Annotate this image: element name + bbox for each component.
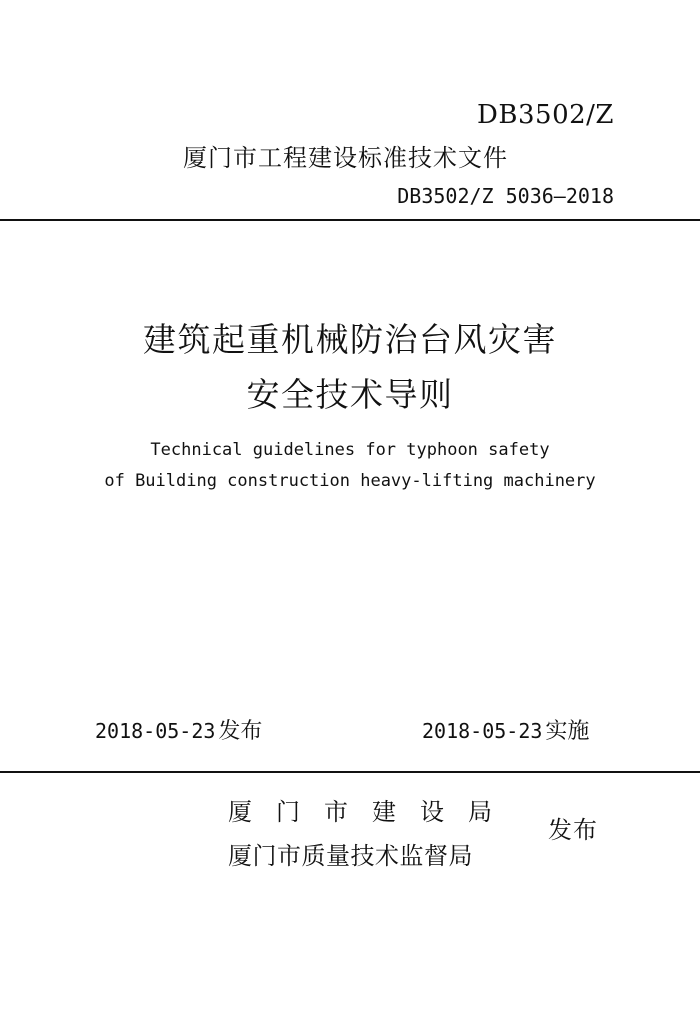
title-english-line-2: of Building construction heavy-lifting machinery <box>104 471 596 491</box>
standard-series-code: DB3502/Z <box>477 100 614 130</box>
implement-date-group <box>422 714 589 745</box>
implement-date: 2018-05-23 <box>422 719 543 743</box>
issue-date-group <box>95 714 262 745</box>
title-english-line-1: Technical guidelines for typhoon safety <box>150 440 550 460</box>
publisher-quality-bureau: 厦门市质量技术监督局 <box>228 842 473 870</box>
publish-label: 发布 <box>548 816 598 844</box>
publisher-1-char: 局 <box>468 798 492 826</box>
title-chinese-line-2: 安全技术导则 <box>246 375 454 414</box>
issue-label: 发布 <box>218 719 263 744</box>
implement-label: 实施 <box>545 719 590 744</box>
publisher-construction-bureau <box>228 792 492 827</box>
standard-number: DB3502/Z 5036—2018 <box>397 184 614 208</box>
title-chinese-line-1: 建筑起重机械防治台风灾害 <box>143 320 557 359</box>
publisher-1-char: 建 <box>372 798 396 826</box>
publisher-1-char: 市 <box>324 798 348 826</box>
publisher-1-char: 设 <box>420 798 444 826</box>
publisher-1-char: 厦 <box>228 798 252 826</box>
top-divider <box>0 219 700 221</box>
document-category: 厦门市工程建设标准技术文件 <box>183 144 508 172</box>
publisher-1-char: 门 <box>276 798 300 826</box>
issue-date: 2018-05-23 <box>95 719 216 743</box>
bottom-divider <box>0 771 700 773</box>
